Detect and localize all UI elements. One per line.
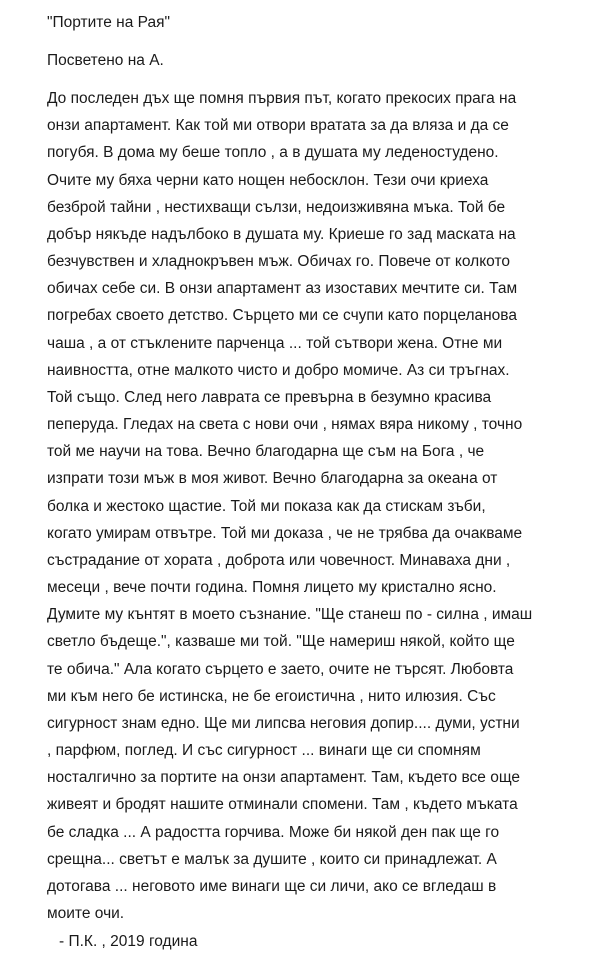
text-line: месеци , вече почти година. Помня лицето му кристално ясно. [47,579,497,597]
text-line: До последен дъх ще помня първия път, когато прекосих прага на [47,90,517,107]
text-line: Той също. След него лаврата се превърна в безумно красива [47,388,492,406]
text-line: състрадание от хората , доброта или човечност. Минаваха дни , [47,551,511,569]
text-line: наивността, отне малкото чисто и добро момиче. Аз си тръгнах. [47,361,510,379]
text-line: моите очи. [47,905,125,923]
text-line: добър някъде надълбоко в душата му. Криеше го зад маската на [47,225,516,243]
text-line: Думите му кънтят в моето съзнание. "Ще станеш по - силна , имаш [47,606,533,624]
text-line: ми към него бе истинска, не бе егоистична , нито илюзия. Със [47,687,496,705]
text-line: светло бъдеще.", казваше ми той. "Ще намериш някой, който ще [47,633,515,651]
text-line: пеперуда. Гледах на света с нови очи , нямах вяра никому , точно [47,416,523,434]
text-line: безчувствен и хладнокръвен мъж. Обичах го. Повече от колкото [47,253,510,271]
text-line: сигурност знам едно. Ще ми липсва неговия допир.... думи, устни [47,714,520,732]
text-line: болка и жестоко щастие. Той ми показа как да стискам зъби, [47,497,486,515]
text-line: погубя. В дома му беше топло , а в душата му леденостудено. [47,144,499,162]
text-line: погребах своето детство. Сърцето ми се счупи като порцеланова [47,307,517,325]
body-text [47,89,532,931]
text-line: обичах себе си. В онзи апартамент аз изоставих мечтите си. Там [47,280,518,298]
text-line: безброй тайни , нестихващи сълзи, недоизживяна мъка. Той бе [47,198,506,216]
text-line: , парфюм, поглед. И със сигурност ... винаги ще си спомням [47,742,481,760]
document-page [47,0,577,960]
text-line: чаша , а от стъклените парченца ... той сътвори жена. Отне ми [47,334,503,352]
text-line: живеят и бродят нашите отминали спомени. Там , където мъката [47,796,518,814]
text-line: Очите му бяха черни като нощен небосклон. Тези очи криеха [47,171,489,189]
author-signature: - П.К. , 2019 година [59,933,198,950]
text-line: онзи апартамент. Как той ми отвори вратата за да вляза и да се [47,117,509,135]
text-line: носталгично за портите на онзи апартамент. Там, където все още [47,769,521,787]
poem-title: "Портите на Рая" [47,14,170,31]
text-line: когато умирам отвътре. Той ми доказа , че не трябва да очакваме [47,524,523,542]
text-line: срещна... светът е малък за душите , които си принадлежат. А [47,850,497,868]
dedication: Посветено на А. [47,52,164,69]
text-line: бе сладка ... А радостта горчива. Може би някой ден пак ще го [47,823,500,841]
text-line: дотогава ... неговото име винаги ще си личи, ако се вгледаш в [47,877,497,895]
text-line: изпрати този мъж в моя живот. Вечно благодарна за океана от [47,470,498,488]
text-line: те обича." Ала когато сърцето е заето, очите не търсят. Любовта [47,660,514,678]
text-line: той ме научи на това. Вечно благодарна ще съм на Бога , че [47,443,485,461]
